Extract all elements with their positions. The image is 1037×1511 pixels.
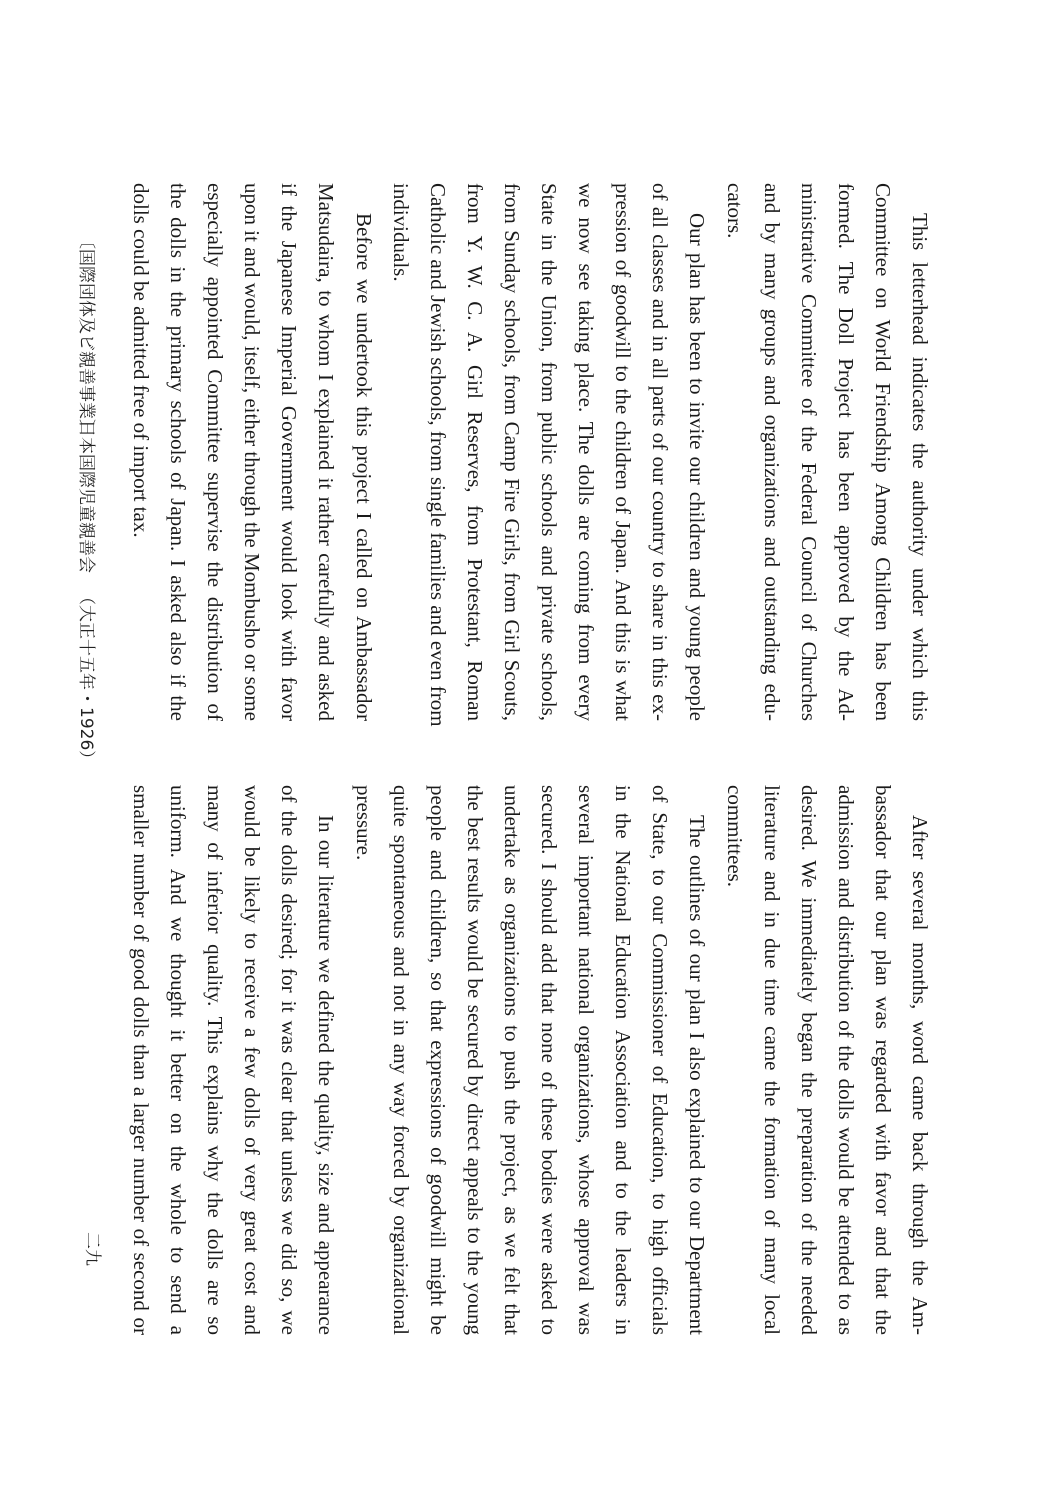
text-line: After several months, word came back through the Am-	[908, 815, 932, 1335]
text-line: State in the Union, from public schools and private schools,	[537, 183, 562, 721]
text-line: from Y. W. C. A. Girl Reserves, from Protestant, Roman	[462, 183, 487, 721]
text-line: of the dolls desired; for it was clear that unless we did so, we	[277, 785, 302, 1335]
text-line: committees.	[722, 785, 747, 888]
text-line: bassador that our plan was regarded with favor and that the	[870, 785, 895, 1335]
text-line: dolls could be admitted free of import tax.	[129, 183, 154, 538]
text-line: in the National Education Association and to the leaders in	[611, 785, 636, 1335]
text-line: In our literature we defined the quality, size and appearance	[314, 815, 339, 1335]
text-line: if the Japanese Imperial Government would look with favor	[277, 183, 302, 721]
text-line: especially appointed Committee supervise the distribution of	[203, 183, 228, 721]
text-line: Matsudaira, to whom I explained it rather carefully and asked	[314, 183, 339, 721]
text-line: undertake as organizations to push the project, as we felt that	[499, 785, 524, 1335]
text-line: uniform. And we thought it better on the whole to send a	[166, 785, 191, 1335]
text-line: would be likely to receive a few dolls of very great cost and	[240, 785, 265, 1335]
text-line: admission and distribution of the dolls would be attended to as	[833, 785, 858, 1335]
text-line: pression of goodwill to the children of Japan. And this is what	[611, 183, 636, 721]
text-line: of State, to our Commissioner of Education, to high officials	[648, 785, 673, 1335]
text-line: we now see taking place. The dolls are coming from every	[574, 183, 599, 721]
text-line: cators.	[722, 183, 747, 239]
text-line: Committee on World Friendship Among Children has been	[870, 183, 895, 721]
text-line: desired. We immediately began the preparation of the needed	[796, 785, 821, 1335]
text-line: the best results would be secured by direct appeals to the young	[462, 785, 487, 1335]
text-line: smaller number of good dolls than a larger number of second or	[129, 785, 154, 1335]
text-line: The outlines of our plan I also explained to our Department	[685, 815, 710, 1335]
footer-year: （大正十五年・1926）	[76, 588, 96, 768]
text-line: from Sunday schools, from Camp Fire Girls, from Girl Scouts,	[499, 183, 524, 721]
text-line: quite spontaneous and not in any way forced by organizational	[388, 785, 413, 1335]
text-line: many of inferior quality. This explains why the dolls are so	[203, 785, 228, 1335]
text-line: Catholic and Jewish schools, from single families and even from	[425, 183, 450, 727]
text-line: of all classes and in all parts of our country to share in this ex-	[648, 183, 673, 721]
text-line: several important national organizations, whose approval was	[574, 785, 599, 1335]
text-line: people and children, so that expressions of goodwill might be	[425, 785, 450, 1335]
text-line: secured. I should add that none of these bodies were asked to	[537, 785, 562, 1335]
text-line: ministrative Committee of the Federal Council of Churches	[796, 183, 821, 721]
text-line: pressure.	[351, 785, 376, 861]
text-line: This letterhead indicates the authority under which this	[908, 213, 932, 721]
text-line: individuals.	[388, 183, 413, 282]
footer-section: 〔国際団体及ビ親善事業〕	[76, 232, 96, 436]
text-line: the dolls in the primary schools of Japan. I asked also if the	[166, 183, 191, 721]
text-line: Before we undertook this project I called on Ambassador	[351, 213, 376, 721]
text-line: literature and in due time came the formation of many local	[759, 785, 784, 1335]
text-column-left	[122, 183, 938, 727]
text-column-right	[122, 785, 938, 1335]
page-number: 二九	[82, 1232, 102, 1266]
text-line: and by many groups and organizations and outstanding edu-	[759, 183, 784, 721]
text-line: upon it and would, itself, either through the Mombusho or some	[240, 183, 265, 721]
footer-organization: 日本国際児童親善会	[76, 420, 96, 573]
text-line: Our plan has been to invite our children and young people	[685, 213, 710, 721]
text-line: formed. The Doll Project has been approved by the Ad-	[833, 183, 858, 721]
